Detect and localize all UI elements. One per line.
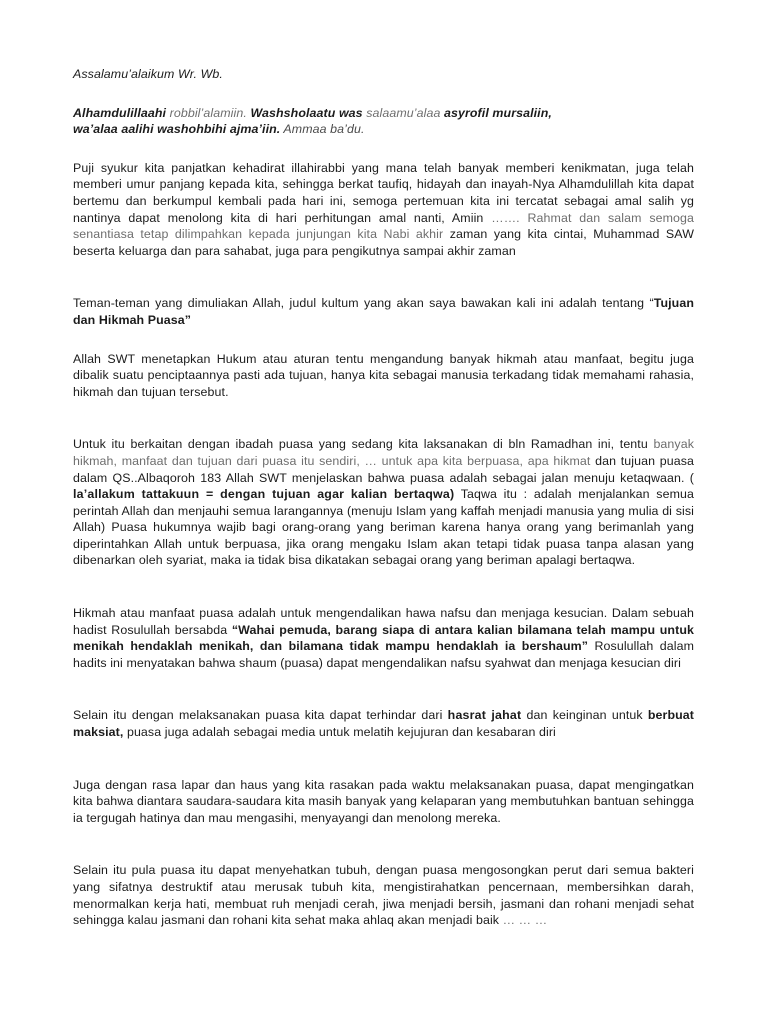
paragraph-hadith-part-1: Hikmah atau manfaat puasa adalah untuk mengendalikan hawa nafsu dan menjaga kesucian. Dalam sebuah hadist Rosulullah bersabda — [73, 606, 694, 637]
quran-quote-bold: la’allakum tattakuun = dengan tujuan agar kalian bertaqwa) — [73, 487, 455, 502]
document-body — [73, 66, 694, 929]
paragraph-gratitude-faded: ……. Rahmat dan salam semoga senantiasa tetap dilimpahkan kepada junjungan kita Nabi akhir — [73, 210, 695, 242]
prayer-light-3: Ammaa ba’du. — [283, 122, 365, 137]
spacer — [73, 138, 694, 160]
spacer — [73, 400, 694, 436]
spacer — [73, 826, 694, 862]
paragraph-ramadhan-taqwa — [73, 436, 694, 569]
paragraph-hasrat-jahat — [73, 707, 694, 740]
paragraph-hukum-hikmah — [73, 351, 694, 401]
paragraph-hadith-shaum — [73, 605, 694, 671]
kultum-title: Tujuan dan Hikmah Puasa” — [73, 296, 694, 327]
greeting-line — [73, 66, 694, 83]
greeting-text: Assalamu’alaikum Wr. Wb. — [73, 67, 223, 81]
paragraph-gratitude — [73, 160, 694, 260]
opening-prayer — [73, 105, 694, 138]
paragraph-topic-text: Teman-teman yang dimuliakan Allah, judul kultum yang akan saya bawakan kali ini adalah tentang “ — [73, 296, 654, 311]
paragraph-topic-intro — [73, 295, 694, 328]
prayer-bold-2: Washsholaatu was — [250, 105, 363, 120]
paragraph-lapar-haus — [73, 777, 694, 827]
hadith-quote-bold: “Wahai pemuda, barang siapa di antara kalian bilamana telah mampu untuk menikah hendaklah menikah, dan bilamana tidak mampu hendaklah ia bershaum” — [73, 622, 694, 654]
spacer — [73, 569, 694, 605]
paragraph-hasrat-part-2: dan keinginan untuk — [521, 708, 648, 723]
spacer — [73, 671, 694, 707]
paragraph-ramadhan-part-2: dan tujuan puasa dalam QS..Albaqoroh 183 Allah SWT menjelaskan bahwa puasa adalah sebagai jalan menuju ketaqwaan. ( — [73, 453, 694, 485]
paragraph-lapar-text: Juga dengan rasa lapar dan haus yang kita rasakan pada waktu melaksanakan puasa, dapat mengingatkan kita bahwa diantara saudara-saudara kita masih banyak yang kelaparan yang membutuhkan bantuan sehingga ia tergugah hatinya dan mau mengasihi, menyayangi dan menolong mereka. — [73, 777, 694, 825]
prayer-light-2: salaamu’alaa — [366, 105, 441, 120]
spacer — [73, 259, 694, 295]
paragraph-hadith-part-2: Rosulullah dalam hadits ini menyatakan bahwa shaum (puasa) dapat mengendalikan nafsu syahwat dan menjaga kesucian diri — [73, 639, 694, 670]
paragraph-gratitude-part-1: Puji syukur kita panjatkan kehadirat illahirabbi yang mana telah banyak memberi kenikmatan, juga telah memberi umur panjang kepada kita, sehingga berkat taufiq, hidayah dan inayah-Nya Alhamdulillah kita dapat bertemu dan berkumpul kembali pada hari ini, semoga pertemuan kita ini tercatat sebagai amal salih yg nantinya dapat menolong kita di hari perhitungan amal nanti, Amiin — [73, 160, 694, 225]
paragraph-ramadhan-part-3: Taqwa itu : adalah menjalankan semua perintah Allah dan menjauhi semua larangannya (menuju Islam yang kaffah menjadi manusia yang mulia di sisi Allah) Puasa hukumnya wajib bagi orang-orang yang beriman karena hanya orang yang berimanlah yang diperintahkan Allah untuk berpuasa, jika orang mengaku Islam akan tetapi tidak puasa tanpa alasan yang dibenarkan oleh syariat, maka ia tidak bisa dikatakan sebagai orang yang beriman apalagi bertaqwa. — [73, 487, 694, 568]
spacer — [73, 741, 694, 777]
spacer — [73, 329, 694, 351]
spacer — [73, 83, 694, 105]
hasrat-jahat-bold: hasrat jahat — [447, 708, 522, 723]
prayer-bold-1: Alhamdulillaahi — [73, 105, 167, 120]
prayer-light-1: robbil’alamiin. — [169, 105, 247, 120]
paragraph-kesehatan-text: Selain itu pula puasa itu dapat menyehatkan tubuh, dengan puasa mengosongkan perut dari semua bakteri yang sifatnya destruktif atau merusak tubuh kita, mengistirahatkan pencernaan, membersihkan darah, menormalkan kerja hati, membuat ruh menjadi cerah, jiwa menjadi bersih, jasmani dan rohani menjadi sehat sehingga kalau jasmani dan rohani kita sehat maka ahlaq akan menjadi baik — [73, 863, 694, 928]
berbuat-maksiat-bold: berbuat maksiat, — [73, 708, 695, 740]
paragraph-hasrat-part-1: Selain itu dengan melaksanakan puasa kita dapat terhindar dari — [73, 708, 448, 723]
paragraph-kesehatan-ellipsis: … … … — [502, 913, 548, 928]
paragraph-hasrat-part-3: puasa juga adalah sebagai media untuk melatih kejujuran dan kesabaran diri — [123, 725, 556, 740]
prayer-bold-3: asyrofil mursaliin, — [443, 105, 552, 120]
paragraph-ramadhan-faded: banyak hikmah, manfaat dan tujuan dari puasa itu sendiri, … untuk apa kita berpuasa, apa hikmat — [73, 437, 694, 468]
paragraph-kesehatan — [73, 862, 694, 928]
paragraph-hukum-text: Allah SWT menetapkan Hukum atau aturan tentu mengandung banyak hikmah atau manfaat, begitu juga dibalik suatu penciptaannya pasti ada tujuan, hanya kita sebagai manusia terkadang tidak memahami rahasia, hikmah dan tujuan tersebut. — [73, 351, 694, 399]
paragraph-ramadhan-part-1: Untuk itu berkaitan dengan ibadah puasa yang sedang kita laksanakan di bln Ramadhan ini, tentu — [73, 437, 654, 452]
prayer-bold-4: wa’alaa aalihi washohbihi ajma’iin. — [73, 122, 281, 137]
paragraph-gratitude-part-2: zaman yang kita cintai, Muhammad SAW beserta keluarga dan para sahabat, juga para pengikutnya sampai akhir zaman — [73, 227, 694, 258]
